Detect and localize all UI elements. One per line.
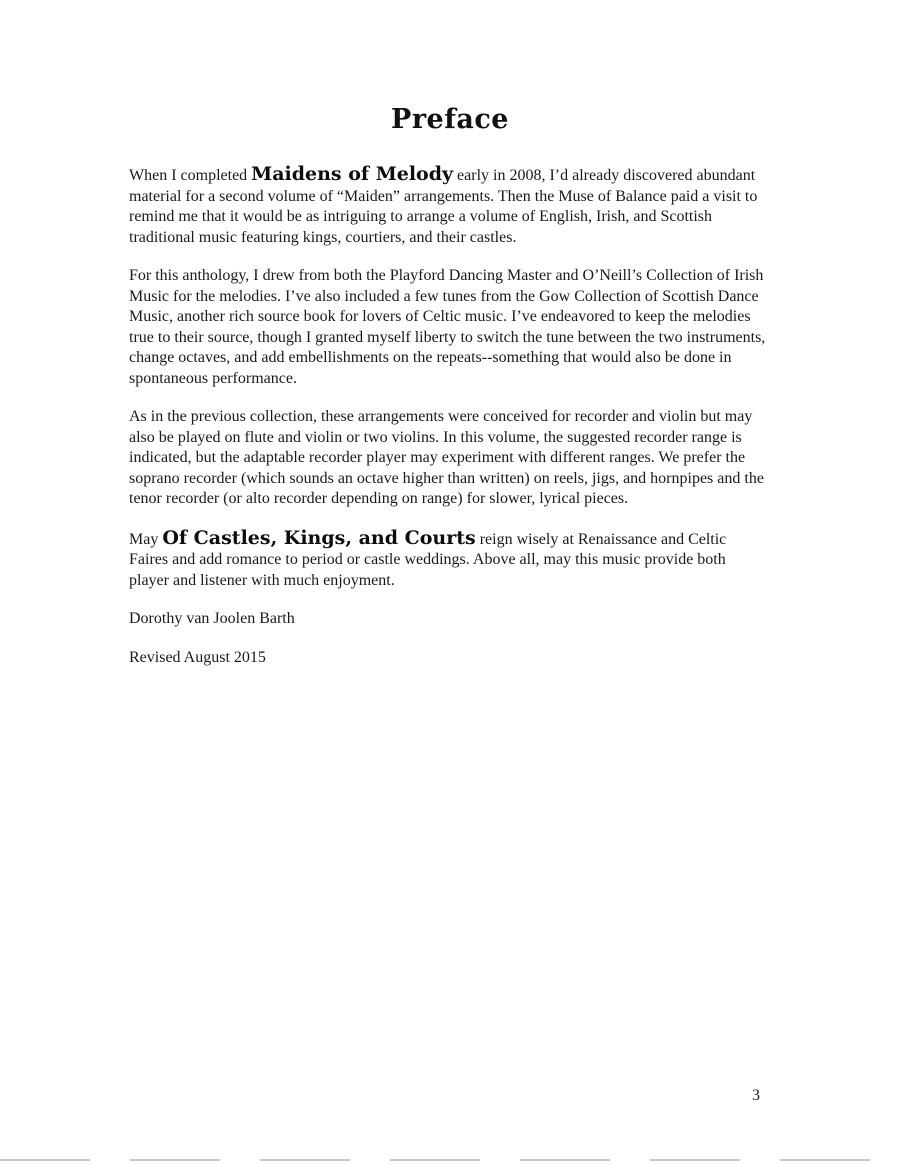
book-title-maidens: Maidens of Melody xyxy=(251,163,454,185)
preface-body xyxy=(129,164,769,686)
paragraph-4-lead: May xyxy=(129,530,163,548)
paragraph-3: As in the previous collection, these arrangements were conceived for recorder and violin but may also be played on flute and violin or two violins. In this volume, the suggested recorder range is indicated, but the adaptable recorder player may experiment with different ranges. We prefer the soprano recorder (which sounds an octave higher than written) on reels, jigs, and hornpipes and the tenor recorder (or alto recorder depending on range) for slower, lyrical pieces. xyxy=(129,408,764,507)
book-title-castles: Of Castles, Kings, and Courts xyxy=(162,526,476,549)
paragraph-2: For this anthology, I drew from both the Playford Dancing Master and O’Neill’s Collection of Irish Music for the melodies. I’ve also included a few tunes from the Gow Collection of Scottish Dance Music, another rich source book for lovers of Celtic music. I’ve endeavored to keep the melodies true to their source, though I granted myself liberty to switch the tune between the two instruments, change octaves, and add embellishments on the repeats--something that would also be done in spontaneous performance. xyxy=(129,267,766,387)
page-bottom-edge xyxy=(0,1159,900,1161)
page-title: Preface xyxy=(391,104,509,135)
page-number: 3 xyxy=(752,1087,760,1104)
paragraph-1-rest: early in 2008, I’d already discovered abundant material for a second volume of “Maiden” arrangements. Then the Muse of Balance paid a visit to remind me that it would be as intriguing to arrange a volume of English, Irish, and Scottish traditional music featuring kings, courtiers, and their castles. xyxy=(129,167,758,246)
paragraph-4 xyxy=(129,528,769,592)
paragraph-1 xyxy=(129,164,769,248)
paragraph-4-rest: reign wisely at Renaissance and Celtic Faires and add romance to period or castle weddings. Above all, may this music provide both player and listener with much enjoyment. xyxy=(129,530,727,589)
author-signature: Dorothy van Joolen Barth xyxy=(129,610,295,627)
paragraph-1-lead: When I completed xyxy=(129,167,252,184)
revision-date: Revised August 2015 xyxy=(129,648,266,666)
